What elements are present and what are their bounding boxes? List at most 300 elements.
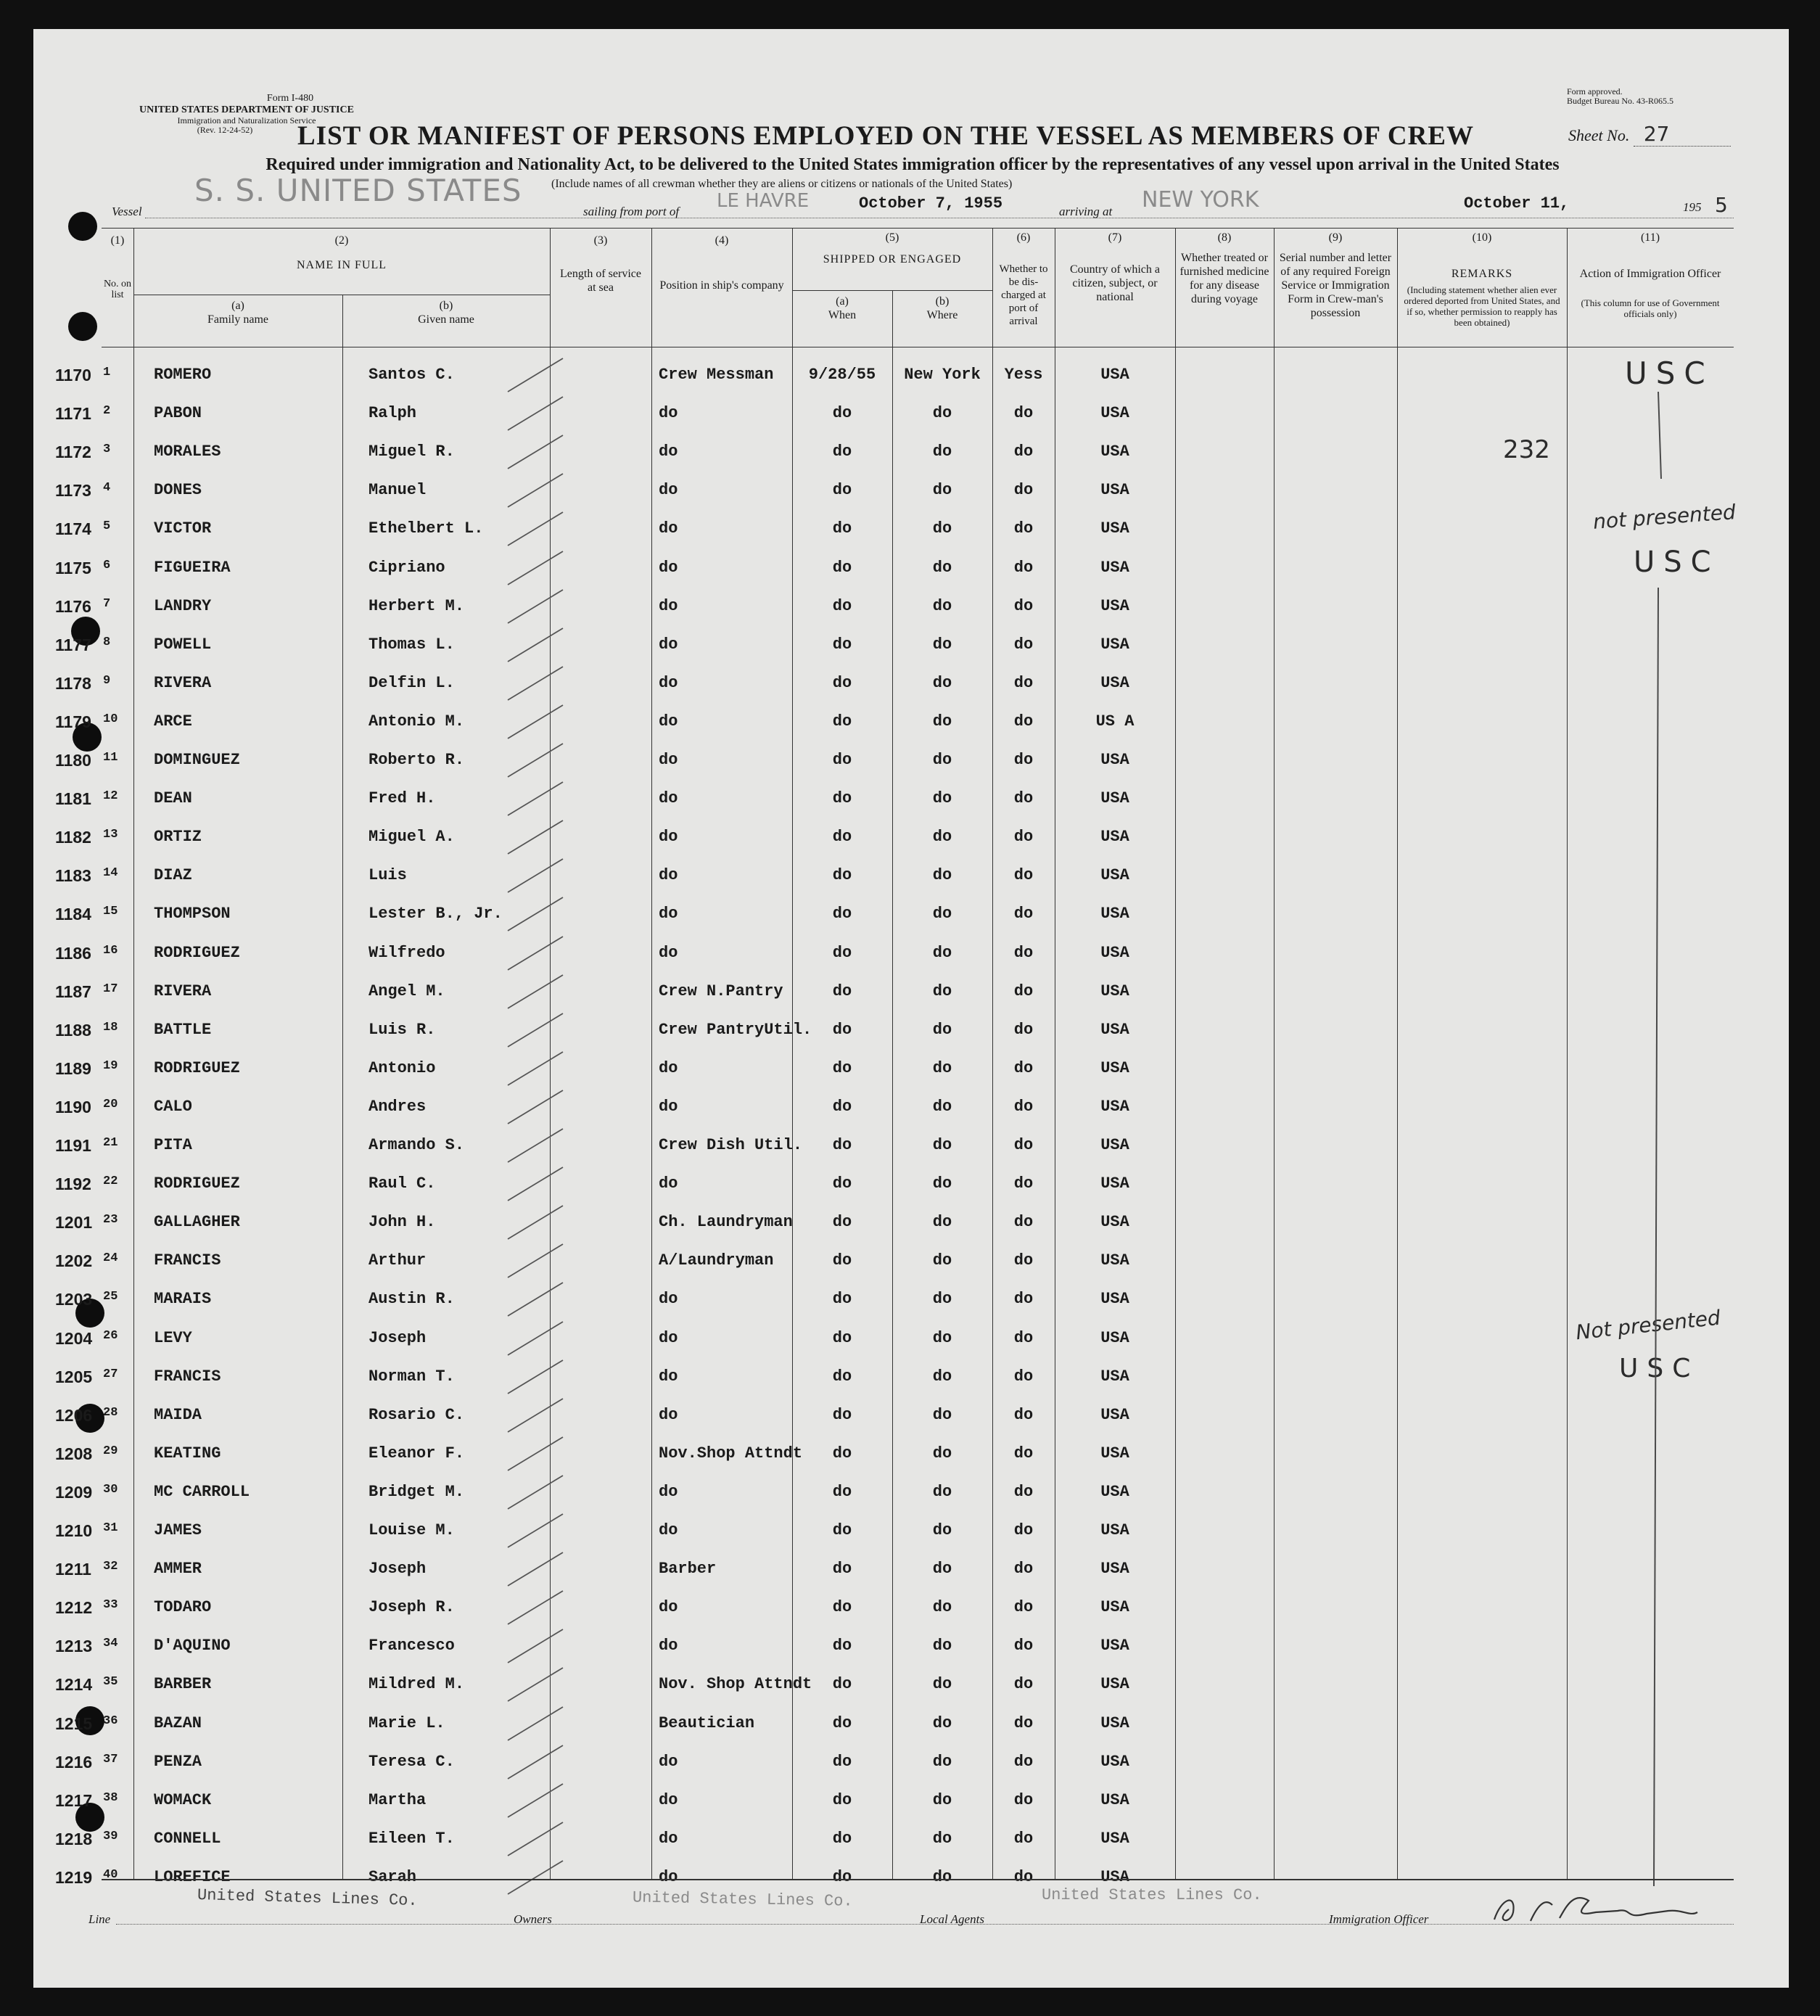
- position: do: [659, 905, 678, 923]
- family-name: RODRIGUEZ: [154, 944, 240, 962]
- seq-id: 1216: [55, 1753, 93, 1772]
- seq-id: 1213: [55, 1637, 93, 1655]
- given-name: Norman T.: [368, 1367, 455, 1386]
- given-name: Ralph: [368, 404, 417, 422]
- country: USA: [1100, 1637, 1129, 1655]
- shipped-where: New York: [904, 366, 981, 384]
- col1-number: (1): [110, 234, 125, 247]
- shipped-when: do: [832, 1791, 852, 1809]
- family-name: BARBER: [154, 1675, 212, 1693]
- discharged: do: [1013, 481, 1034, 499]
- position: do: [659, 635, 678, 654]
- discharged: do: [1013, 1329, 1034, 1347]
- shipped-when: do: [832, 944, 852, 962]
- given-name: Mildred M.: [368, 1675, 465, 1693]
- seq-id: 1180: [55, 751, 91, 770]
- given-name: Andres: [368, 1098, 427, 1116]
- line-number: 11: [103, 751, 118, 765]
- shipped-where: do: [932, 1290, 952, 1308]
- country: USA: [1100, 1098, 1129, 1116]
- shipped-when: do: [832, 635, 852, 654]
- shipped-where: do: [932, 443, 952, 461]
- country: USA: [1100, 674, 1129, 692]
- position: do: [659, 751, 678, 769]
- position: do: [659, 1329, 678, 1347]
- position: do: [659, 1521, 678, 1539]
- shipped-when: do: [832, 1483, 852, 1501]
- family-name: BAZAN: [154, 1714, 202, 1732]
- country: USA: [1100, 1059, 1129, 1077]
- shipped-where: do: [932, 481, 952, 499]
- line-number: 34: [103, 1637, 118, 1650]
- given-name: Antonio M.: [368, 712, 465, 731]
- vessel-name: S. S. UNITED STATES: [194, 173, 522, 208]
- shipped-when: do: [832, 1444, 852, 1462]
- shipped-where: do: [932, 1136, 952, 1154]
- position: Nov. Shop Attndt: [659, 1675, 812, 1693]
- discharged: do: [1013, 712, 1034, 731]
- seq-id: 1211: [55, 1560, 91, 1579]
- line-number: 39: [103, 1830, 118, 1843]
- check-mark: [508, 435, 563, 469]
- line-number: 21: [103, 1136, 118, 1150]
- ditto-line: [1658, 392, 1661, 479]
- country: USA: [1100, 519, 1129, 538]
- discharged: do: [1013, 1213, 1034, 1231]
- col2a-header: (a) Family name: [207, 300, 268, 326]
- owners-label: Owners: [514, 1912, 552, 1926]
- seq-id: 1189: [55, 1059, 91, 1078]
- country: USA: [1100, 404, 1129, 422]
- check-mark: [508, 1322, 563, 1355]
- given-name: Lester B., Jr.: [368, 905, 503, 923]
- col7-header: Country of which a citizen, subject, or national: [1070, 263, 1160, 303]
- shipped-when: do: [832, 905, 852, 923]
- shipped-where: do: [932, 1791, 952, 1809]
- line-number: 1: [103, 366, 111, 379]
- discharged: do: [1013, 1059, 1034, 1077]
- discharged: do: [1013, 1174, 1034, 1193]
- family-name: ORTIZ: [154, 828, 202, 846]
- shipped-when: do: [832, 1329, 852, 1347]
- shipped-when: do: [832, 982, 852, 1000]
- position: Beautician: [659, 1714, 755, 1732]
- given-name: Ethelbert L.: [368, 519, 484, 538]
- seq-id: 1212: [55, 1598, 93, 1617]
- position: do: [659, 1406, 678, 1424]
- line-number: 22: [103, 1174, 118, 1188]
- shipped-where: do: [932, 1098, 952, 1116]
- shipped-where: do: [932, 1251, 952, 1270]
- line-number: 6: [103, 559, 111, 572]
- family-name: CALO: [154, 1098, 192, 1116]
- discharged: do: [1013, 1098, 1034, 1116]
- line-number: 13: [103, 828, 118, 842]
- shipped-when: do: [832, 1367, 852, 1386]
- col5-header: SHIPPED OR ENGAGED: [823, 253, 962, 266]
- family-name: TODARO: [154, 1598, 212, 1616]
- family-name: FIGUEIRA: [154, 559, 231, 577]
- discharged: do: [1013, 1290, 1034, 1308]
- shipped-where: do: [932, 1675, 952, 1693]
- given-name: Miguel A.: [368, 828, 455, 846]
- given-name: Rosario C.: [368, 1406, 465, 1424]
- line-number: 31: [103, 1521, 118, 1535]
- agents-company: United States Lines Co.: [1042, 1886, 1262, 1904]
- family-name: FRANCIS: [154, 1251, 221, 1270]
- check-mark: [508, 512, 563, 546]
- seq-id: 1210: [55, 1521, 93, 1540]
- check-mark: [508, 782, 563, 815]
- shipped-when: do: [832, 1868, 852, 1886]
- col10-header: REMARKS: [1451, 268, 1513, 280]
- country: USA: [1100, 944, 1129, 962]
- shipped-where: do: [932, 1367, 952, 1386]
- position: do: [659, 1290, 678, 1308]
- seq-id: 1205: [55, 1367, 93, 1386]
- given-name: Cipriano: [368, 559, 445, 577]
- given-name: Teresa C.: [368, 1753, 455, 1771]
- given-name: Roberto R.: [368, 751, 465, 769]
- position: do: [659, 1637, 678, 1655]
- owners-company: United States Lines Co.: [632, 1888, 853, 1911]
- position: do: [659, 828, 678, 846]
- shipped-when: do: [832, 1213, 852, 1231]
- agents-label: Local Agents: [920, 1912, 984, 1926]
- country: US A: [1095, 712, 1135, 731]
- seq-id: 1187: [55, 982, 91, 1001]
- given-name: Eileen T.: [368, 1830, 455, 1848]
- seq-id: 1174: [55, 519, 91, 538]
- col11-header: Action of Immigration Officer: [1579, 268, 1721, 280]
- line-number: 12: [103, 789, 118, 803]
- family-name: MC CARROLL: [154, 1483, 250, 1501]
- seq-id: 1176: [55, 597, 91, 616]
- discharged: do: [1013, 905, 1034, 923]
- country: USA: [1100, 1521, 1129, 1539]
- family-name: DONES: [154, 481, 202, 499]
- country: USA: [1100, 1598, 1129, 1616]
- family-name: FRANCIS: [154, 1367, 221, 1386]
- given-name: Joseph: [368, 1329, 427, 1347]
- given-name: Wilfredo: [368, 944, 445, 962]
- year-prefix: 195: [1683, 200, 1702, 214]
- given-name: Miguel R.: [368, 443, 455, 461]
- shipped-when: do: [832, 404, 852, 422]
- line-number: 23: [103, 1213, 118, 1227]
- seq-id: 1215: [55, 1714, 93, 1733]
- col4-number: (4): [715, 234, 729, 247]
- vessel-label: Vessel: [112, 205, 142, 218]
- include-note: (Include names of all crewman whether they are aliens or citizens or nationals of the United States): [551, 178, 1013, 190]
- discharged: do: [1013, 1753, 1034, 1771]
- col11-number: (11): [1640, 231, 1660, 244]
- discharged: do: [1013, 597, 1034, 615]
- seq-id: 1171: [55, 404, 91, 423]
- usc-annotation: USC: [1619, 1354, 1700, 1383]
- department: UNITED STATES DEPARTMENT OF JUSTICE: [139, 104, 354, 115]
- country: USA: [1100, 1791, 1129, 1809]
- given-name: Delfin L.: [368, 674, 455, 692]
- check-mark: [508, 1283, 563, 1316]
- officer-label: Immigration Officer: [1329, 1912, 1429, 1926]
- check-mark: [508, 1591, 563, 1624]
- position: Crew Messman: [659, 366, 774, 384]
- shipped-when: do: [832, 443, 852, 461]
- line-label: Line: [88, 1912, 111, 1926]
- discharged: do: [1013, 559, 1034, 577]
- check-mark: [508, 975, 563, 1008]
- shipped-where: do: [932, 905, 952, 923]
- shipped-where: do: [932, 828, 952, 846]
- position: do: [659, 481, 678, 499]
- check-mark: [508, 1360, 563, 1394]
- shipped-where: do: [932, 1406, 952, 1424]
- check-mark: [508, 397, 563, 430]
- check-mark: [508, 1707, 563, 1740]
- check-mark: [508, 628, 563, 662]
- check-mark: [508, 1861, 563, 1894]
- position: do: [659, 1483, 678, 1501]
- check-mark: [508, 474, 563, 507]
- discharged: do: [1013, 866, 1034, 884]
- shipped-where: do: [932, 1830, 952, 1848]
- position: do: [659, 1868, 678, 1886]
- discharged: do: [1013, 1021, 1034, 1039]
- seq-id: 1183: [55, 866, 91, 885]
- seq-id: 1191: [55, 1136, 91, 1155]
- shipped-when: do: [832, 1675, 852, 1693]
- line-number: 7: [103, 597, 111, 611]
- shipped-where: do: [932, 712, 952, 731]
- shipped-where: do: [932, 559, 952, 577]
- country: USA: [1100, 635, 1129, 654]
- seq-id: 1201: [55, 1213, 93, 1232]
- seq-id: 1203: [55, 1290, 93, 1309]
- country: USA: [1100, 1753, 1129, 1771]
- family-name: MARAIS: [154, 1290, 212, 1308]
- country: USA: [1100, 1136, 1129, 1154]
- check-mark: [508, 820, 563, 854]
- position: do: [659, 1598, 678, 1616]
- check-mark: [508, 1013, 563, 1047]
- given-name: Armando S.: [368, 1136, 465, 1154]
- line-number: 8: [103, 635, 111, 649]
- seq-id: 1175: [55, 559, 91, 577]
- country: USA: [1100, 559, 1129, 577]
- seq-id: 1177: [55, 635, 91, 654]
- shipped-when: do: [832, 828, 852, 846]
- col3-number: (3): [593, 234, 608, 247]
- shipped-where: do: [932, 1598, 952, 1616]
- given-name: Antonio: [368, 1059, 436, 1077]
- discharged: do: [1013, 1444, 1034, 1462]
- family-name: AMMER: [154, 1560, 202, 1578]
- check-mark: [508, 1822, 563, 1856]
- family-name: PITA: [154, 1136, 192, 1154]
- position: Crew N.Pantry: [659, 982, 783, 1000]
- seq-id: 1217: [55, 1791, 93, 1810]
- seq-id: 1186: [55, 944, 91, 963]
- shipped-where: do: [932, 789, 952, 807]
- country: USA: [1100, 597, 1129, 615]
- discharged: do: [1013, 751, 1034, 769]
- shipped-where: do: [932, 1483, 952, 1501]
- discharged: do: [1013, 635, 1034, 654]
- given-name: Joseph: [368, 1560, 427, 1578]
- check-mark: [508, 1206, 563, 1239]
- position: do: [659, 1791, 678, 1809]
- check-mark: [508, 859, 563, 892]
- check-mark: [508, 1668, 563, 1701]
- line-number: 29: [103, 1444, 118, 1458]
- sailing-label: sailing from port of: [583, 205, 680, 218]
- discharged: Yess: [1004, 366, 1043, 384]
- ditto-line: [1654, 588, 1658, 1886]
- family-name: DOMINGUEZ: [154, 751, 240, 769]
- usc-annotation: USC: [1625, 355, 1714, 391]
- seq-id: 1181: [55, 789, 91, 808]
- seq-id: 1172: [55, 443, 91, 461]
- seq-id: 1214: [55, 1675, 93, 1694]
- country: USA: [1100, 828, 1129, 846]
- arrival-port: NEW YORK: [1142, 187, 1259, 213]
- country: USA: [1100, 1560, 1129, 1578]
- position: do: [659, 1059, 678, 1077]
- seq-id: 1204: [55, 1329, 93, 1348]
- line-number: 36: [103, 1714, 118, 1728]
- manifest-title: LIST OR MANIFEST OF PERSONS EMPLOYED ON THE VESSEL AS MEMBERS OF CREW: [297, 121, 1474, 151]
- given-name: Marie L.: [368, 1714, 445, 1732]
- line-number: 19: [103, 1059, 118, 1073]
- discharged: do: [1013, 519, 1034, 538]
- country: USA: [1100, 751, 1129, 769]
- country: USA: [1100, 789, 1129, 807]
- shipped-when: do: [832, 1059, 852, 1077]
- position: do: [659, 1367, 678, 1386]
- seq-id: 1170: [55, 366, 91, 384]
- budget-bureau: Budget Bureau No. 43-R065.5: [1567, 96, 1673, 106]
- line-number: 28: [103, 1406, 118, 1420]
- family-name: PENZA: [154, 1753, 202, 1771]
- year-suffix: 5: [1715, 193, 1728, 217]
- country: USA: [1100, 1174, 1129, 1193]
- shipped-where: do: [932, 866, 952, 884]
- departure-port: LE HAVRE: [717, 190, 810, 212]
- remark-row-3: 232: [1503, 435, 1550, 464]
- line-number: 9: [103, 674, 111, 688]
- seq-id: 1206: [55, 1406, 93, 1425]
- shipped-where: do: [932, 1213, 952, 1231]
- line-number: 25: [103, 1290, 118, 1304]
- seq-id: 1208: [55, 1444, 93, 1463]
- position: Ch. Laundryman: [659, 1213, 793, 1231]
- col6-number: (6): [1016, 231, 1031, 244]
- shipped-where: do: [932, 1521, 952, 1539]
- position: do: [659, 712, 678, 731]
- shipped-where: do: [932, 519, 952, 538]
- shipped-when: do: [832, 1136, 852, 1154]
- family-name: RIVERA: [154, 982, 212, 1000]
- line-number: 15: [103, 905, 118, 918]
- family-name: JAMES: [154, 1521, 202, 1539]
- col4-header: Position in ship's company: [659, 279, 784, 292]
- country: USA: [1100, 1021, 1129, 1039]
- country: USA: [1100, 1868, 1129, 1886]
- shipped-when: do: [832, 1830, 852, 1848]
- position: do: [659, 597, 678, 615]
- check-mark: [508, 358, 563, 392]
- col7-number: (7): [1108, 231, 1122, 244]
- col9-header: Serial number and letter of any required Foreign Service or Immigration Form in Crew-man's possession: [1279, 252, 1392, 319]
- shipped-where: do: [932, 1059, 952, 1077]
- check-mark: [508, 897, 563, 931]
- discharged: do: [1013, 1251, 1034, 1270]
- family-name: RODRIGUEZ: [154, 1059, 240, 1077]
- discharged: do: [1013, 789, 1034, 807]
- check-mark: [508, 705, 563, 738]
- seq-id: 1182: [55, 828, 91, 847]
- line-number: 17: [103, 982, 118, 996]
- country: USA: [1100, 982, 1129, 1000]
- discharged: do: [1013, 1560, 1034, 1578]
- shipped-when: do: [832, 1753, 852, 1771]
- discharged: do: [1013, 1136, 1034, 1154]
- given-name: Luis: [368, 866, 407, 884]
- form-approved: Form approved.: [1567, 86, 1623, 96]
- given-name: Francesco: [368, 1637, 455, 1655]
- family-name: RIVERA: [154, 674, 212, 692]
- given-name: Herbert M.: [368, 597, 465, 615]
- col9-number: (9): [1328, 231, 1343, 244]
- shipped-where: do: [932, 674, 952, 692]
- line-number: 20: [103, 1098, 118, 1111]
- check-marks: [508, 358, 563, 1894]
- shipped-where: do: [932, 1560, 952, 1578]
- given-name: Fred H.: [368, 789, 436, 807]
- country: USA: [1100, 1213, 1129, 1231]
- country: USA: [1100, 866, 1129, 884]
- shipped-where: do: [932, 404, 952, 422]
- given-name: Santos C.: [368, 366, 455, 384]
- usc-annotation: USC: [1634, 546, 1720, 579]
- family-name: ROMERO: [154, 366, 212, 384]
- given-name: Bridget M.: [368, 1483, 465, 1501]
- discharged: do: [1013, 1521, 1034, 1539]
- position: A/Laundryman: [659, 1251, 774, 1270]
- position: Crew PantryUtil.: [659, 1021, 812, 1039]
- discharged: do: [1013, 982, 1034, 1000]
- line-number: 3: [103, 443, 111, 456]
- country: USA: [1100, 481, 1129, 499]
- col6-header: Whether to be dis-charged at port of arrival: [999, 263, 1048, 327]
- family-name: DEAN: [154, 789, 192, 807]
- seq-id: 1192: [55, 1174, 91, 1193]
- shipped-when: do: [832, 789, 852, 807]
- shipped-when: do: [832, 866, 852, 884]
- shipped-when: do: [832, 1251, 852, 1270]
- line-number: 33: [103, 1598, 118, 1612]
- line-number: 35: [103, 1675, 118, 1689]
- shipped-where: do: [932, 1868, 952, 1886]
- line-number: 10: [103, 712, 118, 726]
- seq-id: 1179: [55, 712, 91, 731]
- check-mark: [508, 667, 563, 700]
- col10-note: (Including statement whether alien ever ordered deported from United States, and if so, whether permission to reapply has been obtained): [1404, 284, 1560, 328]
- shipped-when: do: [832, 1714, 852, 1732]
- col2-number: (2): [334, 234, 349, 247]
- col8-header: Whether treated or furnished medicine for any disease during voyage: [1179, 252, 1269, 305]
